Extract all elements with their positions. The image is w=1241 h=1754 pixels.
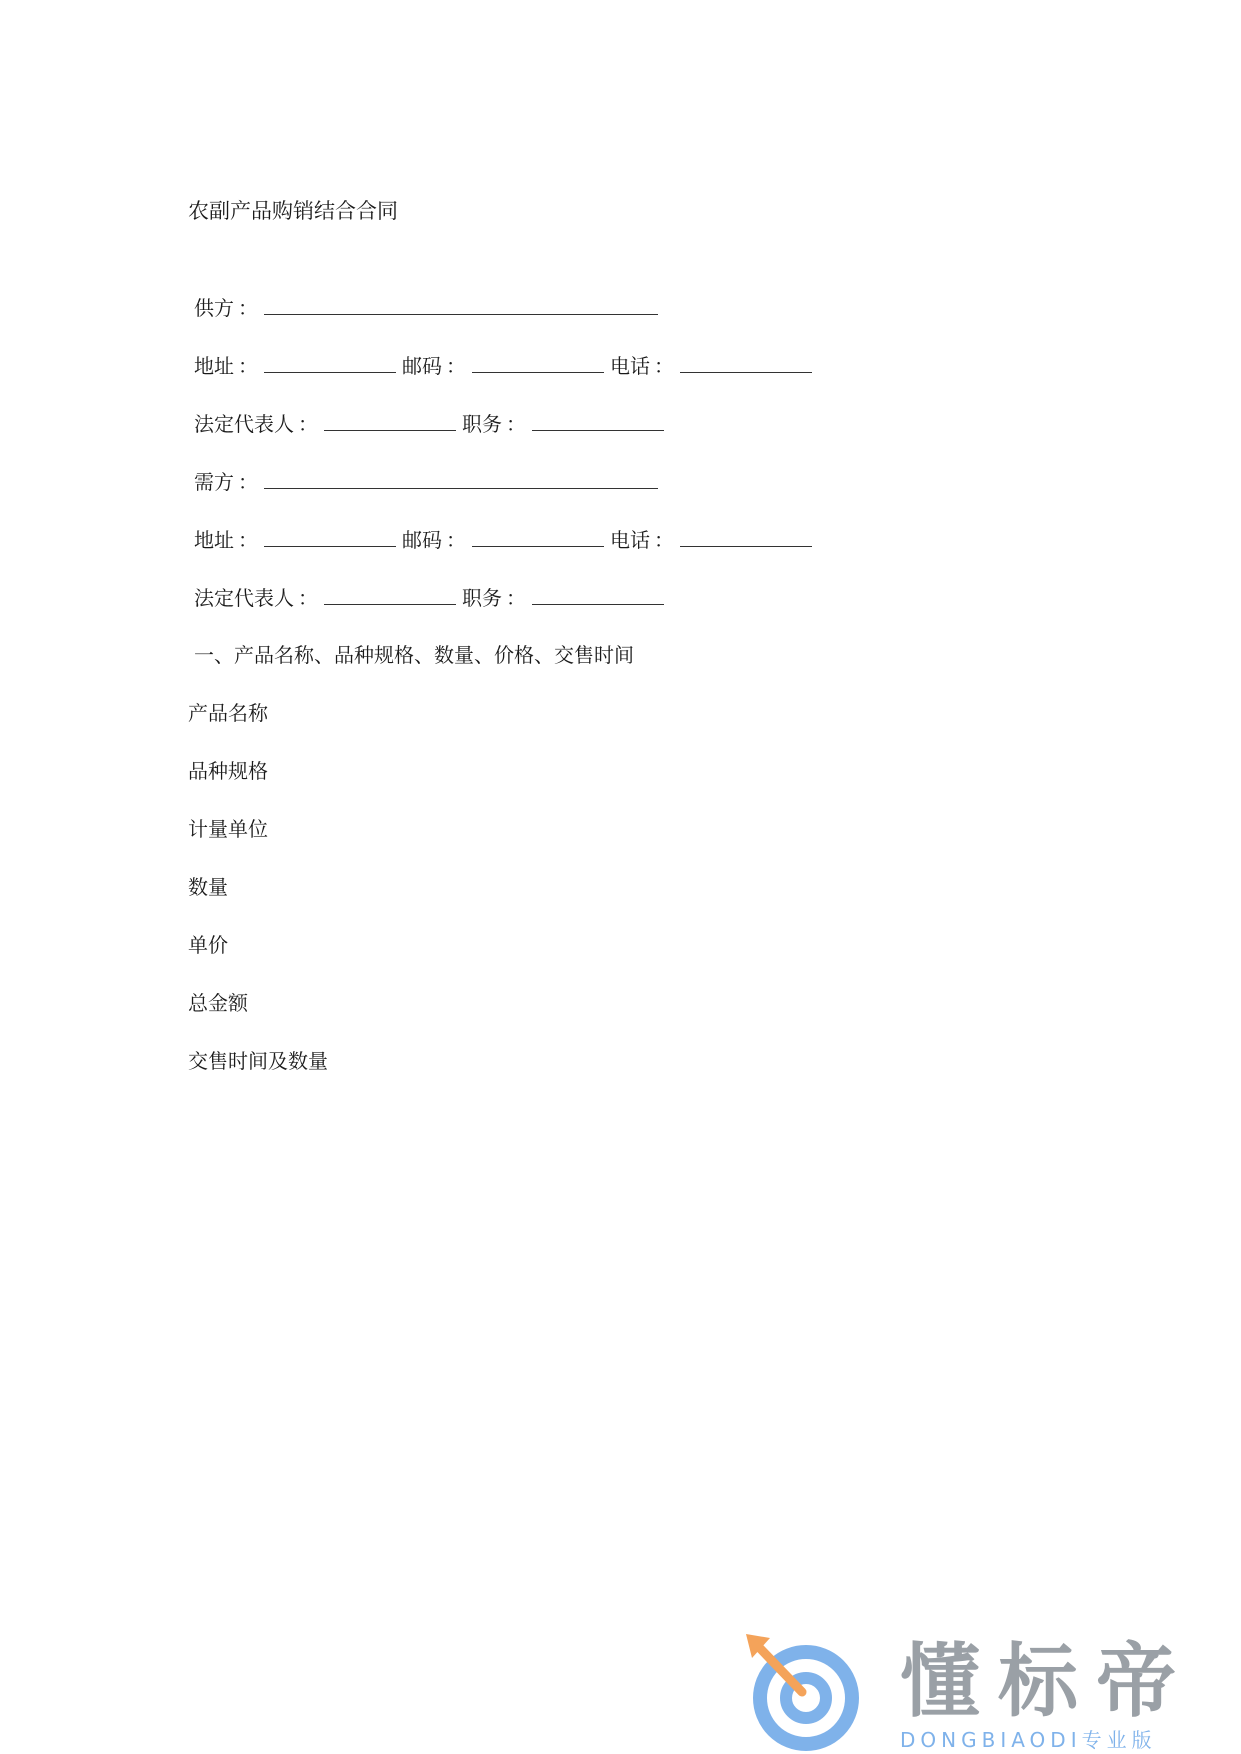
supplier-address-label: 地址 (194, 354, 234, 378)
supplier-address-blank[interactable] (264, 350, 396, 373)
item-variety-spec: 品种规格 (188, 759, 268, 783)
supplier-phone-label: 电话 (610, 354, 650, 378)
target-arrow-icon (740, 1628, 880, 1754)
supplier-rep-line (194, 408, 670, 439)
colon: ： (238, 354, 258, 378)
buyer-postcode-blank[interactable] (472, 524, 604, 547)
colon: ： (238, 296, 258, 320)
document-title: 农副产品购销结合合同 (188, 199, 398, 223)
buyer-rep-line (194, 582, 670, 613)
colon: ： (298, 412, 318, 436)
item-unit-price: 单价 (188, 933, 228, 957)
buyer-address-blank[interactable] (264, 524, 396, 547)
supplier-phone-blank[interactable] (680, 350, 812, 373)
buyer-name-blank[interactable] (264, 466, 658, 489)
colon: ： (506, 412, 526, 436)
buyer-address-label: 地址 (194, 528, 234, 552)
buyer-legal-rep-label: 法定代表人 (194, 586, 294, 610)
colon: ： (238, 470, 258, 494)
buyer-position-label: 职务 (462, 586, 502, 610)
supplier-postcode-label: 邮码 (402, 354, 442, 378)
colon: ： (238, 528, 258, 552)
colon: ： (506, 586, 526, 610)
colon: ： (298, 586, 318, 610)
buyer-position-blank[interactable] (532, 582, 664, 605)
colon: ： (446, 354, 466, 378)
item-delivery-time: 交售时间及数量 (188, 1049, 328, 1073)
item-quantity: 数量 (188, 875, 228, 899)
supplier-name-label: 供方 (194, 296, 234, 320)
colon: ： (446, 528, 466, 552)
supplier-postcode-blank[interactable] (472, 350, 604, 373)
watermark-subtitle: DONGBIAODI专业版 (900, 1728, 1157, 1752)
buyer-phone-label: 电话 (610, 528, 650, 552)
colon: ： (654, 354, 674, 378)
supplier-name-line (194, 292, 664, 323)
buyer-name-label: 需方 (194, 470, 234, 494)
supplier-legal-rep-blank[interactable] (324, 408, 456, 431)
supplier-legal-rep-label: 法定代表人 (194, 412, 294, 436)
section-one-heading: 一、产品名称、品种规格、数量、价格、交售时间 (194, 643, 634, 667)
buyer-phone-blank[interactable] (680, 524, 812, 547)
item-total-amount: 总金额 (188, 991, 248, 1015)
buyer-legal-rep-blank[interactable] (324, 582, 456, 605)
supplier-contact-line (194, 350, 818, 381)
watermark-name: 懂标帝 (900, 1635, 1194, 1728)
buyer-contact-line (194, 524, 818, 555)
item-unit: 计量单位 (188, 817, 268, 841)
buyer-name-line (194, 466, 664, 497)
buyer-postcode-label: 邮码 (402, 528, 442, 552)
supplier-position-label: 职务 (462, 412, 502, 436)
supplier-position-blank[interactable] (532, 408, 664, 431)
colon: ： (654, 528, 674, 552)
item-product-name: 产品名称 (188, 701, 268, 725)
watermark-logo (740, 1628, 1240, 1754)
supplier-name-blank[interactable] (264, 292, 658, 315)
